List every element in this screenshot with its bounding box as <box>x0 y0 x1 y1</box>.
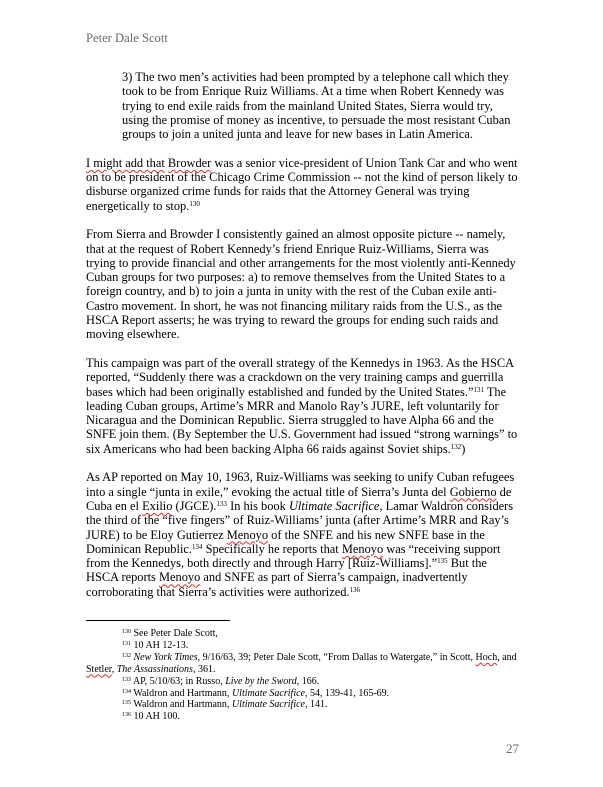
footnote-number: 134 <box>122 688 131 695</box>
spellcheck-word: Gobierno <box>449 484 497 499</box>
footnote-ref[interactable]: 132 <box>450 442 462 451</box>
text-run: (JGCE). <box>172 498 217 513</box>
text-run: was a senior vice-president of Union Tank Car and who went on to be president of the Chicago Crime Commission -- not the kind of person likely to disburse organized crime funds for raids that the Attorney General was trying energetically to stop. <box>86 155 518 213</box>
text-run: As AP reported on May 10, 1963, Ruiz-Williams was seeking to unify Cuban refugees into a single “junta in exile,” evoking the actual title of Sierra’s Junta del <box>86 470 515 499</box>
footnotes <box>86 628 518 723</box>
text-run: was “receiving support from the Kennedys, both directly and through Harry [Ruiz-Williams].” <box>86 541 501 571</box>
page-body <box>86 70 518 613</box>
footnote-ref[interactable]: 135 <box>437 557 448 566</box>
footnote-text: , 166. <box>296 675 320 687</box>
source-title: Live by the Sword <box>225 675 297 687</box>
footnote-text: , <box>111 663 117 675</box>
text-run: The leading Cuban groups, Artime’s MRR and Manolo Ray’s JURE, left voluntarily for Nicaragua and the Dominican Republic. Sierra struggled to have Alpha 66 and the SNFE join them. (By September the U.S. Government had issued “strong warnings” to six Americans who had been backing Alpha 66 raids against Soviet ships. <box>86 384 518 456</box>
footnote-ref[interactable]: 133 <box>216 499 227 508</box>
spellcheck-word: Hoch <box>475 651 498 663</box>
paragraph-campaign <box>86 356 518 456</box>
source-title: The Assassinations <box>116 663 193 675</box>
text-run: Specifically he reports that <box>202 541 339 556</box>
footnote-132 <box>86 652 518 676</box>
text-run: , Lamar Waldron considers the third of the “five fingers” of Ruiz-Williams’ junta (after Artime’s MRR and Ray’s JURE) to be Eloy Gutierrez <box>86 498 514 542</box>
text-run: This campaign was part of the overall strategy of the Kennedys in 1963. As the HSCA reported, “Suddenly there was a crackdown on the very training camps and guerrilla bases which had been originally established and funded by the United States.” <box>86 355 514 399</box>
footnote-text: , 9/16/63, 39; Peter Dale Scott, “From Dallas to Watergate,” in Scott, <box>197 651 474 663</box>
footnote-separator <box>86 620 230 621</box>
paragraph-ap-report <box>86 470 518 599</box>
footnote-text: , 141. <box>304 699 328 711</box>
spellcheck-word: Exilio <box>142 498 173 513</box>
text-run: of the SNFE and his new SNFE base in the Dominican Republic. <box>86 527 485 556</box>
footnote-ref[interactable]: 136 <box>349 585 361 594</box>
footnote-130 <box>86 628 518 640</box>
footnote-number: 131 <box>122 640 131 647</box>
spellcheck-word: Menoyo <box>226 527 269 542</box>
footnote-134 <box>86 688 518 700</box>
text-run: In his book <box>226 498 289 513</box>
footnote-ref[interactable]: 131 <box>473 385 484 394</box>
footnote-133 <box>86 676 518 688</box>
footnote-text: , 54, 139-41, 165-69. <box>304 687 390 699</box>
running-header: Peter Dale Scott <box>86 31 168 45</box>
footnote-ref[interactable]: 130 <box>189 199 200 208</box>
text-run: But the HSCA reports <box>86 556 487 585</box>
footnote-136 <box>86 711 518 723</box>
source-title: Ultimate Sacrifice <box>231 699 305 711</box>
footnote-131 <box>86 640 518 652</box>
paragraph-sierra-browder: From Sierra and Browder I consistently gained an almost opposite picture -- namely, that at the request of Robert Kennedy’s friend Enrique Ruiz-Williams, Sierra was trying to provide financial and other arrangements for the most violently anti-Kennedy Cuban groups for two purposes: a) to remove themselves from the United States to a foreign country, and b) to join a junta in unity with the rest of the Cuban exile anti-Castro movement. In short, he was not financing military raids from the U.S., as the HSCA Report asserts; he was trying to reward the groups for ending such raids and moving elsewhere. <box>86 227 516 342</box>
footnote-number: 130 <box>122 629 131 635</box>
page-number: 27 <box>506 741 519 756</box>
source-title: Ultimate Sacrifice <box>231 687 305 699</box>
source-title: New York Times <box>133 651 198 663</box>
footnote-text: , and <box>497 651 517 663</box>
footnote-text: Waldron and Hartmann, <box>131 699 232 711</box>
footnote-ref[interactable]: 134 <box>192 542 203 551</box>
footnote-text: 10 AH 100. <box>131 711 180 723</box>
spellcheck-word: Stetler <box>86 663 112 675</box>
text-run: and SNFE as part of Sierra’s campaign, inadvertently corroborating that Sierra’s activities were authorized. <box>86 570 468 599</box>
paragraph-point-3: 3) The two men’s activities had been prompted by a telephone call which they took to be from Enrique Ruiz Williams. At a time when Robert Kennedy was trying to end exile raids from the mainland United States, Sierra would try, using the promise of money as incentive, to persuade the most resistant Cuban groups to join a united junta and leave for new bases in Latin America. <box>122 70 511 142</box>
spellcheck-word: Menoyo <box>341 541 384 556</box>
footnote-text: AP, 5/10/63; in Russo, <box>131 675 226 687</box>
text-run: de Cuba en el <box>86 484 512 513</box>
spellcheck-word: Browder <box>167 155 212 170</box>
footnote-number: 135 <box>122 700 131 707</box>
footnote-135 <box>86 699 518 711</box>
footnote-text: See Peter Dale Scott, <box>131 628 218 639</box>
footnote-number: 136 <box>122 712 131 719</box>
footnote-text: 10 AH 12-13. <box>131 639 189 651</box>
paragraph-browder <box>86 156 518 213</box>
footnote-number: 133 <box>122 676 131 683</box>
spellcheck-word: Menoyo <box>158 570 201 585</box>
footnote-number: 132 <box>122 652 131 659</box>
text-run: I might add that <box>86 155 165 170</box>
book-title: Ultimate Sacrifice <box>288 498 380 513</box>
text-run: ) <box>461 441 466 456</box>
footnote-text: Waldron and Hartmann, <box>131 687 232 699</box>
footnote-text: , 361. <box>192 663 216 675</box>
